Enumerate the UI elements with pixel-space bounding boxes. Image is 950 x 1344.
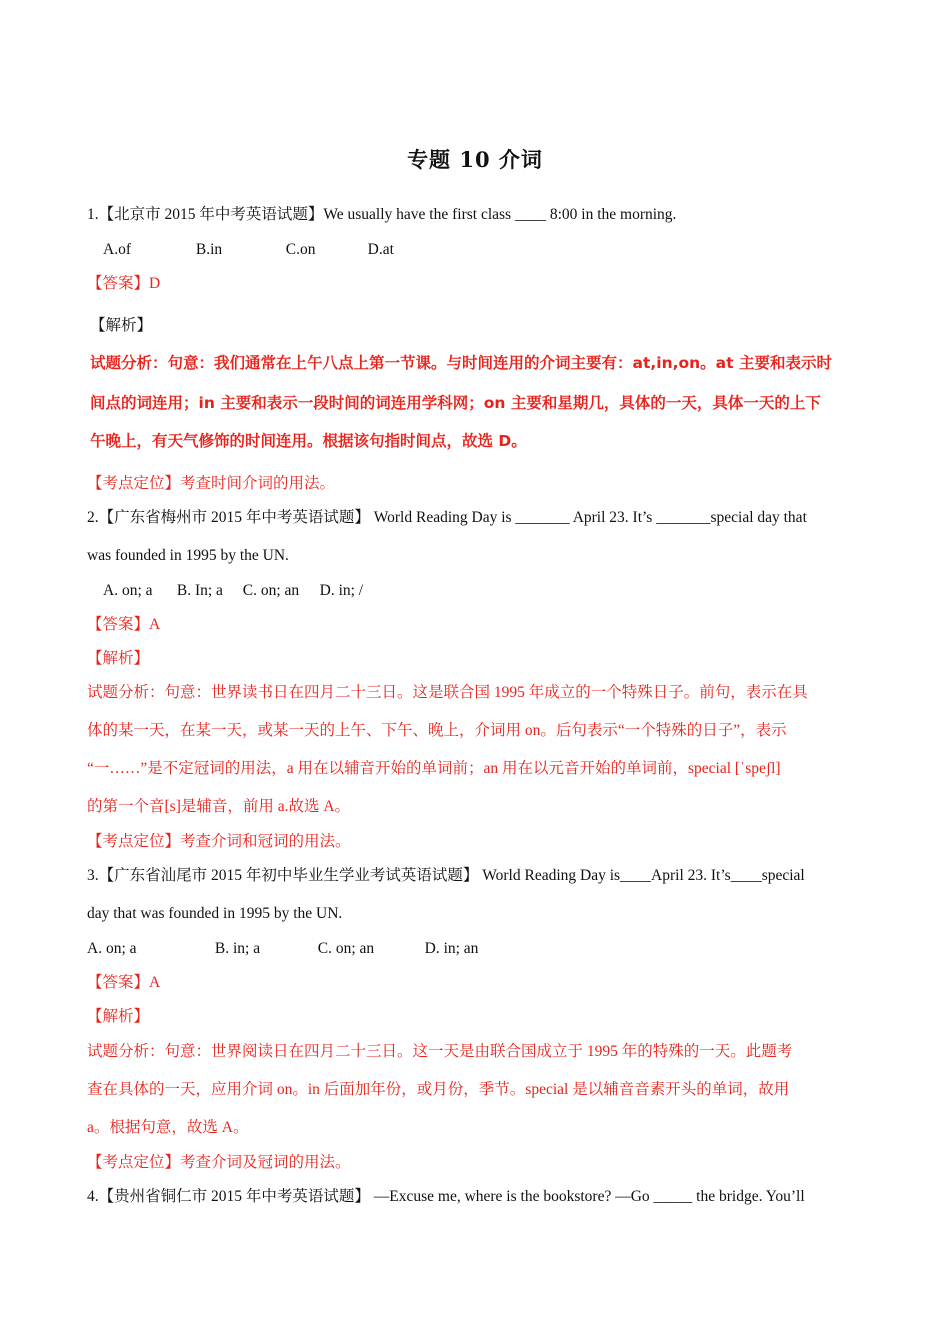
question-3-options — [87, 938, 877, 960]
question-3-analysis-line: 查在具体的一天，应用介词 on。in 后面加年份，或月份，季节。special 是以辅音音素开头的单词，故用 — [87, 1081, 790, 1098]
question-2-analysis-label: 【解析】 — [87, 650, 150, 667]
question-3-stem-line: day that was founded in 1995 by the UN. — [87, 905, 343, 922]
question-2-stem-line: 2.【广东省梅州市 2015 年中考英语试题】 World Reading Day is _______ April 23. It’s _______special day that — [87, 509, 807, 526]
question-2-answer: 【答案】A — [87, 616, 161, 633]
question-4-stem-line: 4.【贵州省铜仁市 2015 年中考英语试题】 —Excuse me, where is the bookstore? —Go _____ the bridge. You’ll — [87, 1188, 805, 1205]
question-2-analysis-line: 试题分析：句意：世界读书日在四月二十三日。这是联合国 1995 年成立的一个特殊日子。前句，表示在具 — [87, 684, 808, 701]
option-b: B. In; a — [176, 582, 223, 599]
question-1-stem: 1.【北京市 2015 年中考英语试题】We usually have the first class ____ 8:00 in the morning. — [87, 206, 677, 223]
option-a: A. on; a — [103, 582, 153, 599]
question-2-analysis-line: 体的某一天，在某一天，或某一天的上午、下午、晚上，介词用 on。后句表示“一个特殊的日子”，表示 — [87, 722, 787, 739]
question-1-options — [103, 239, 893, 261]
question-3-stem-line: 3.【广东省汕尾市 2015 年初中毕业生学业考试英语试题】 World Reading Day is____April 23. It’s____special — [87, 867, 805, 884]
question-1-analysis-line: 午晚上，有天气修饰的时间连用。根据该句指时间点，故选 D。 — [90, 432, 527, 450]
question-2-analysis-line: “一……”是不定冠词的用法，a 用在以辅音开始的单词前；an 用在以元音开始的单词前，special [ˈspeʃl] — [87, 760, 781, 777]
option-c: C. on; an — [242, 582, 300, 599]
option-b: B.in — [195, 241, 223, 258]
option-a: A.of — [103, 241, 131, 258]
option-d: D. in; an — [424, 940, 479, 957]
question-3-point: 【考点定位】考查介词及冠词的用法。 — [87, 1154, 351, 1171]
question-1-analysis-label: 【解析】 — [90, 317, 153, 334]
question-3-analysis-line: a。根据句意，故选 A。 — [87, 1119, 249, 1136]
question-3-analysis-line: 试题分析：句意：世界阅读日在四月二十三日。这一天是由联合国成立于 1995 年的特殊的一天。此题考 — [87, 1043, 793, 1060]
question-3-analysis-label: 【解析】 — [87, 1008, 150, 1025]
option-c: C. on; an — [317, 940, 375, 957]
option-d: D.at — [367, 241, 394, 258]
option-d: D. in; / — [319, 582, 364, 599]
question-2-analysis-line: 的第一个音[s]是辅音，前用 a.故选 A。 — [87, 798, 351, 815]
question-1-analysis-line: 间点的词连用；in 主要和表示一段时间的词连用学科网；on 主要和星期几，具体的一天，具体一天的上下 — [90, 394, 821, 412]
question-3-answer: 【答案】A — [87, 974, 161, 991]
option-c: C.on — [285, 241, 316, 258]
page-title: 专题 10 介词 — [407, 147, 543, 172]
question-2-stem-line: was founded in 1995 by the UN. — [87, 547, 289, 564]
question-1-analysis-line: 试题分析：句意：我们通常在上午八点上第一节课。与时间连用的介词主要有：at,in,on。at 主要和表示时 — [90, 354, 832, 372]
question-2-point: 【考点定位】考查介词和冠词的用法。 — [87, 833, 351, 850]
question-1-answer: 【答案】D — [87, 275, 161, 292]
option-a: A. on; a — [87, 940, 137, 957]
option-b: B. in; a — [214, 940, 261, 957]
question-2-options — [103, 580, 893, 602]
question-1-point: 【考点定位】考查时间介词的用法。 — [87, 475, 336, 492]
